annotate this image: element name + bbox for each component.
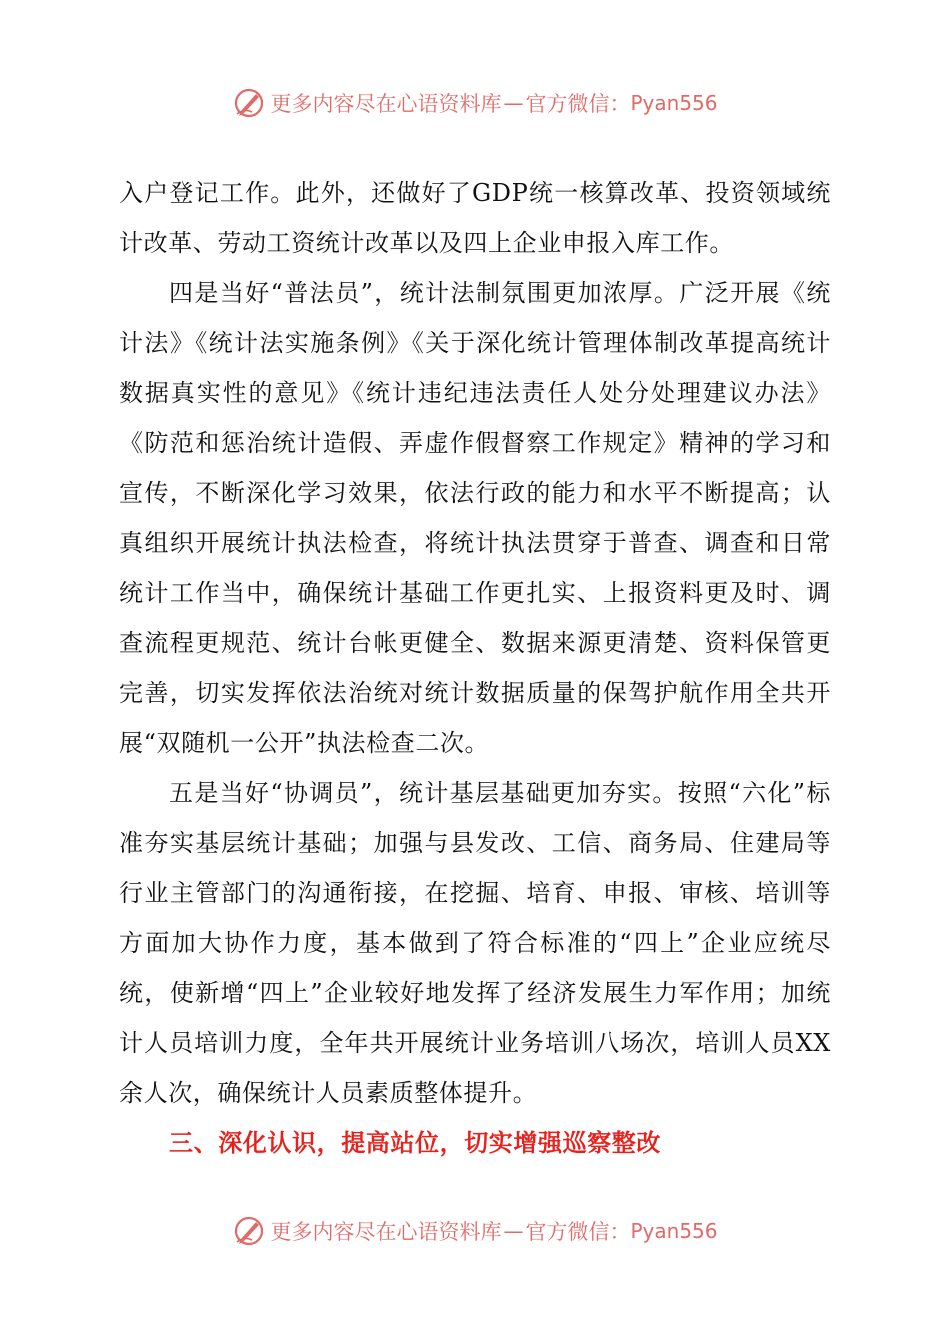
paragraph-law-promotion: 四是当好“普法员”，统计法制氛围更加浓厚。广泛开展《统计法》《统计法实施条例》《关于深化统计管理体制改革提高统计数据真实性的意见》《统计违纪违法责任人处分处理建议办法》《防范和惩治统计造假、弄虚作假督察工作规定》精神的学习和宣传，不断深化学习效果，依法行政的能力和水平不断提高；认真组织开展统计执法检查，将统计执法贯穿于普查、调查和日常统计工作当中，确保统计基础工作更扎实、上报资料更及时、调查流程更规范、统计台帐更健全、数据来源更清楚、资料保管更完善，切实发挥依法治统对统计数据质量的保驾护航作用全共开展“双随机一公开”执法检查二次。	[119, 279, 831, 757]
watermark-suffix-cn: 官方微信：	[525, 1220, 631, 1244]
paragraph-coordination: 五是当好“协调员”，统计基层基础更加夯实。按照“六化”标准夯实基层统计基础；加强与县发改、工信、商务局、住建局等行业主管部门的沟通衔接，在挖掘、培育、申报、审核、培训等方面加大协作力度，基本做到了符合标准的“四上”企业应统尽统，使新增“四上”企业较好地发挥了经济发展生力军作用；加统计人员培训力度，全年共开展统计业务培训八场次，培训人员XX余人次，确保统计人员素质整体提升。	[119, 779, 831, 1107]
header-watermark	[0, 83, 950, 123]
pen-circle-logo-icon	[232, 1214, 266, 1248]
watermark-text: 更多内容尽在心语资料库	[270, 92, 502, 116]
watermark-suffix-latin: Pyan556	[630, 1219, 718, 1243]
pen-circle-logo-icon	[232, 86, 266, 120]
document-body	[119, 168, 831, 1168]
watermark-dash: —	[503, 1219, 524, 1243]
watermark-suffix-cn: 官方微信：	[525, 92, 631, 116]
watermark-suffix-latin: Pyan556	[630, 91, 718, 115]
footer-watermark	[0, 1211, 950, 1251]
watermark-text: 更多内容尽在心语资料库	[270, 1220, 502, 1244]
section-heading: 三、深化认识，提高站位，切实增强巡察整改	[169, 1129, 661, 1157]
paragraph-continuation: 入户登记工作。此外，还做好了GDP统一核算改革、投资领域统计改革、劳动工资统计改革以及四上企业申报入库工作。	[119, 179, 831, 257]
watermark-dash: —	[503, 91, 524, 115]
